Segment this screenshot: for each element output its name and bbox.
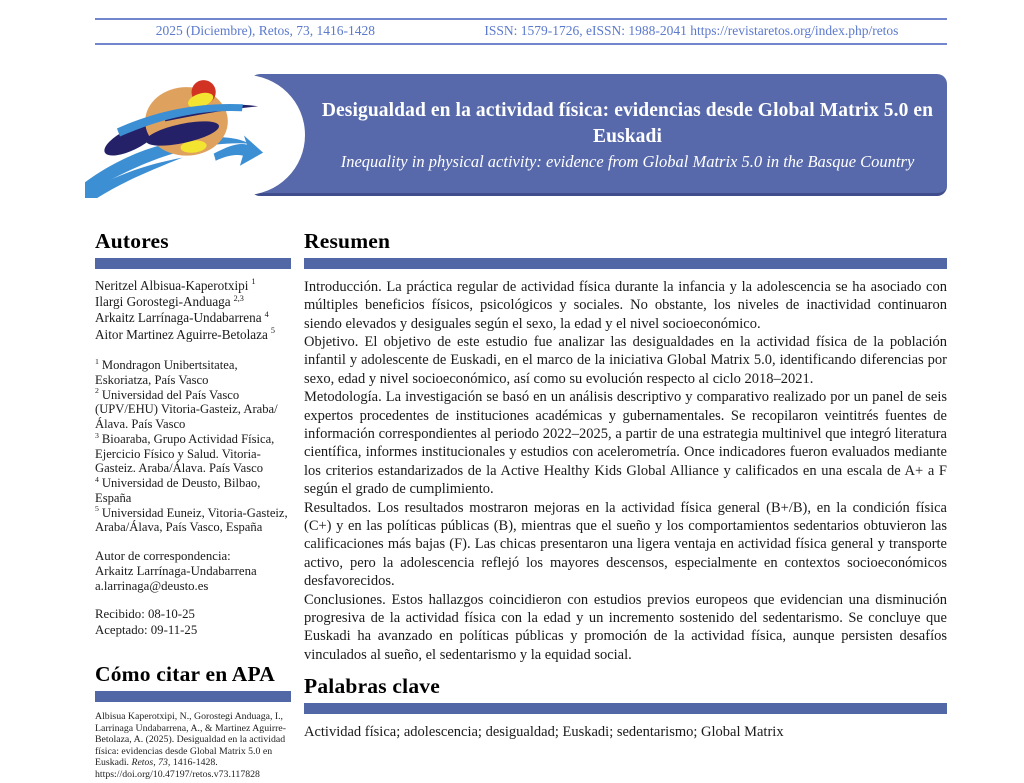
retos-journal-logo-icon — [85, 72, 290, 198]
affiliation-marker: 1 — [95, 356, 99, 366]
affiliation-marker: 3 — [95, 430, 99, 440]
author-name: Neritzel Albisua-Kaperotxipi $^1$ — [95, 277, 256, 293]
citation-pages: 1416-1428. — [170, 757, 218, 769]
abstract-paragraph: Objetivo. El objetivo de este estudio fue analizar las desigualdades en la actividad física de la población infantil y adolescente de Euskadi, en el marco de la iniciativa Global Matrix 5.0, identificando diferencias por sexo, edad y nivel socioeconómico, así como su evolución respecto al ciclo 2018–2021. — [304, 333, 947, 387]
abstract-paragraph: Conclusiones. Estos hallazgos coincidieron con estudios previos europeos que evidencian una disminución progresiva de la actividad física con la edad y un incremento sostenido del sedentarismo. Se concluye que Euskadi ha avanzado en políticas públicas y promoción de la actividad física, aunque persisten desafíos vinculados al sueño, el sedentarismo y la equidad social. — [304, 591, 947, 663]
abstract-text — [304, 278, 947, 665]
correspondence-block — [95, 549, 291, 594]
correspondence-label: Autor de correspondencia: — [95, 548, 231, 563]
affiliation-list — [95, 358, 291, 535]
journal-issn-block — [436, 23, 947, 39]
author-name: Aitor Martinez Aguirre-Betolaza $^5$ — [95, 326, 275, 342]
author-name: Arkaitz Larrínaga-Undabarrena $^4$ — [95, 310, 269, 326]
keywords-heading-bar — [304, 703, 947, 714]
apa-citation — [95, 711, 291, 780]
article-title-en: Inequality in physical activity: evidence from Global Matrix 5.0 in the Basque Country — [340, 152, 915, 172]
dates-block — [95, 607, 291, 638]
affiliation-entry: $^5$ Universidad Euneiz, Vitoria-Gasteiz, Araba/Álava, País Vasco, España — [95, 504, 288, 535]
citation-text: Albisua Kaperotxipi, N., Gorostegi Anduaga, I., Larrinaga Undabarrena, A., & Martinez Aguirre-Betolaza, A. (2025). Desigualdad en la actividad física: evidencias desde Global Matrix 5.0 en Euskadi. — [95, 711, 286, 769]
citation-heading: Cómo citar en APA — [95, 662, 275, 687]
affiliation-entry: $^3$ Bioaraba, Grupo Actividad Física, Ejercicio Físico y Salud. Vitoria-Gasteiz. Araba/Álava. País Vasco — [95, 430, 275, 476]
journal-header — [95, 18, 947, 45]
affiliation-entry: $^2$ Universidad del País Vasco (UPV/EHU) Vitoria-Gasteiz, Araba/Álava. País Vasco — [95, 386, 278, 432]
affiliation-entry: $^4$ Universidad de Deusto, Bilbao, España — [95, 474, 261, 505]
main-content — [304, 229, 947, 780]
affiliation-marker: 4 — [95, 474, 99, 484]
author-affiliation-marker: 5 — [270, 326, 275, 336]
abstract-heading-bar — [304, 258, 947, 269]
journal-issue-info: 2025 (Diciembre), Retos, 73, 1416-1428 — [155, 23, 376, 38]
author-affiliation-marker: 4 — [264, 310, 269, 320]
received-date: Recibido: 08-10-25 — [95, 607, 195, 622]
author-affiliation-marker: 1 — [251, 277, 256, 287]
abstract-paragraph: Introducción. La práctica regular de actividad física durante la infancia y la adolescencia se ha asociado con múltiples beneficios físicos, psicológicos y sociales. No obstante, los niveles de inactividad continuaron siendo elevados y desiguales según el sexo, la edad y el nivel socioeconómico. — [304, 278, 947, 332]
title-banner — [95, 74, 947, 196]
affiliation-entry: $^1$ Mondragon Unibertsitatea, Eskoriatza, País Vasco — [95, 356, 238, 387]
abstract-heading: Resumen — [304, 229, 391, 253]
doi-link[interactable]: https://doi.org/10.47197/retos.v73.117828 — [95, 768, 260, 780]
keywords-heading: Palabras clave — [304, 674, 440, 699]
article-title-es: Desigualdad en la actividad física: evidencias desde Global Matrix 5.0 en Euskadi — [321, 99, 934, 147]
author-list — [95, 278, 291, 343]
abstract-paragraph: Resultados. Los resultados mostraron mejoras en la actividad física general (B+/B), en la condición física (C+) y en las políticas públicas (B), mientras que el sueño y los comportamientos sedentarios obtuvieron las calificaciones más bajas (F). Las chicas presentaron una ligera ventaja en actividad física general y transporte activo, pero la adolescencia reflejó los mayores descensos, especialmente en contextos socioeconómicos desfavorecidos. — [304, 499, 947, 590]
accepted-date: Aceptado: 09-11-25 — [95, 622, 198, 637]
journal-url-link[interactable]: https://revistaretos.org/index.php/retos — [690, 23, 899, 38]
correspondence-email-link[interactable]: a.larrinaga@deusto.es — [95, 579, 209, 594]
banner-text-block — [320, 74, 935, 196]
citation-heading-bar — [95, 691, 291, 702]
abstract-paragraph: Metodología. La investigación se basó en un análisis descriptivo y comparativo realizado por un panel de seis expertos procedentes de instituciones académicas y gubernamentales. Se recopilaron veintitrés fuentes de información correspondientes al periodo 2022–2025, a partir de una estrategia multinivel que integró literatura científica, informes institucionales y estudios con acelerometría. Once indicadores fueron evaluados mediante los criterios estandarizados de la Active Healthy Kids Global Alliance y calificados en una escala de A+ a F según el grado de cumplimiento. — [304, 389, 947, 498]
authors-heading-bar — [95, 258, 291, 269]
content-columns — [95, 229, 947, 780]
citation-journal-italic: Retos, 73, — [131, 757, 171, 769]
author-name: Ilargi Gorostegi-Anduaga $^{2,3}$ — [95, 293, 244, 310]
keywords-text: Actividad física; adolescencia; desigualdad; Euskadi; sedentarismo; Global Matrix — [304, 723, 784, 740]
sidebar — [95, 229, 291, 780]
authors-heading: Autores — [95, 229, 169, 253]
issn-text: ISSN: 1579-1726, eISSN: 1988-2041 — [484, 23, 691, 38]
affiliation-marker: 5 — [95, 504, 99, 514]
affiliation-marker: 2 — [95, 386, 99, 396]
author-affiliation-marker: 2,3 — [233, 293, 244, 303]
correspondence-name: Arkaitz Larrínaga-Undabarrena — [95, 564, 257, 579]
